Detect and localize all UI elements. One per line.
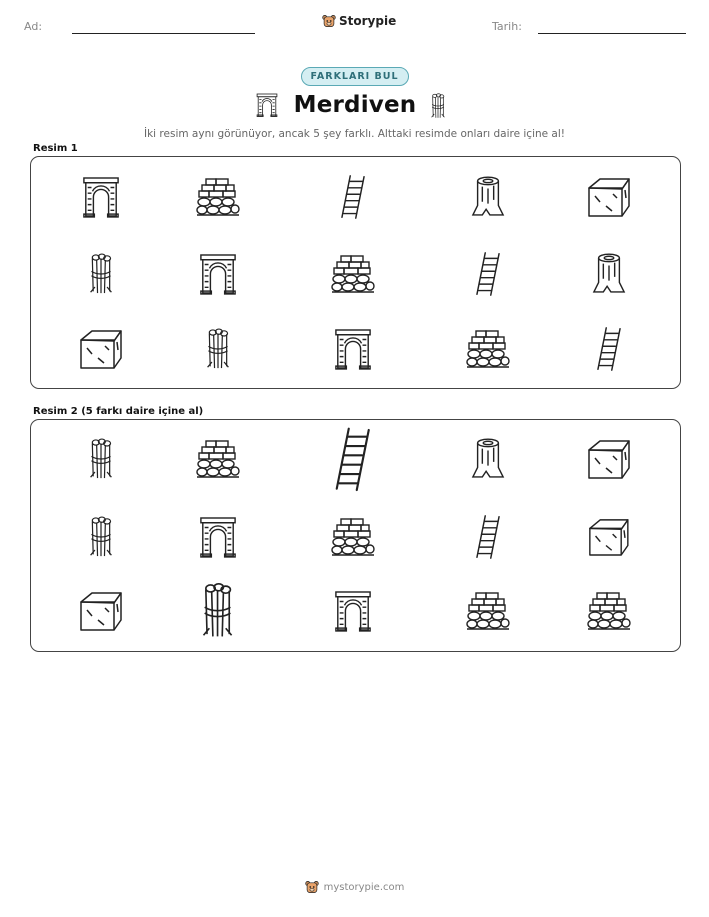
ladder-icon[interactable] <box>473 514 503 560</box>
picture-1-label: Resim 1 <box>33 143 78 154</box>
picture-2-label: Resim 2 (5 farkı daire içine al) <box>33 406 204 417</box>
footer <box>305 880 405 894</box>
activity-badge: FARKLARI BUL <box>301 67 409 86</box>
log-bundle-icon <box>430 92 446 120</box>
ladder-icon <box>473 251 503 297</box>
cube-icon[interactable] <box>78 590 124 632</box>
ladder-icon[interactable] <box>331 426 375 493</box>
stone-wall-icon <box>466 329 510 369</box>
name-label: Ad: <box>24 20 43 33</box>
tree-stump-icon <box>471 175 505 219</box>
ladder-icon <box>338 174 368 220</box>
footer-url[interactable]: mystorypie.com <box>323 881 405 893</box>
cube-icon <box>586 176 632 218</box>
arch-icon <box>82 176 120 218</box>
arch-icon[interactable] <box>334 590 372 632</box>
cube-icon[interactable] <box>586 438 632 480</box>
log-bundle-icon[interactable] <box>200 581 235 640</box>
arch-icon[interactable] <box>199 516 237 558</box>
stone-wall-icon <box>196 177 240 217</box>
instructions: İki resim aynı görünüyor, ancak 5 şey farklı. Alttaki resimde onları daire içine al! <box>144 128 565 140</box>
brand-logo <box>322 14 396 28</box>
date-label: Tarih: <box>492 20 522 33</box>
ladder-icon <box>594 326 624 372</box>
arch-icon <box>256 92 278 118</box>
cube-icon[interactable] <box>587 517 631 557</box>
log-bundle-icon[interactable] <box>88 437 114 481</box>
stone-wall-icon[interactable] <box>466 591 510 631</box>
arch-icon <box>334 328 372 370</box>
name-field-line[interactable] <box>72 33 255 34</box>
brand-name: Storypie <box>339 14 397 28</box>
log-bundle-icon <box>205 327 231 371</box>
page-title: Merdiven <box>293 92 417 118</box>
stone-wall-icon <box>331 254 375 294</box>
stone-wall-icon[interactable] <box>587 591 631 631</box>
bear-icon <box>322 14 336 28</box>
tree-stump-icon <box>592 252 626 296</box>
log-bundle-icon <box>88 252 114 296</box>
tree-stump-icon[interactable] <box>471 437 505 481</box>
bear-icon <box>305 880 319 894</box>
cube-icon <box>78 328 124 370</box>
arch-icon <box>199 253 237 295</box>
stone-wall-icon[interactable] <box>331 517 375 557</box>
log-bundle-icon[interactable] <box>88 515 114 559</box>
stone-wall-icon[interactable] <box>196 439 240 479</box>
date-field-line[interactable] <box>538 33 686 34</box>
